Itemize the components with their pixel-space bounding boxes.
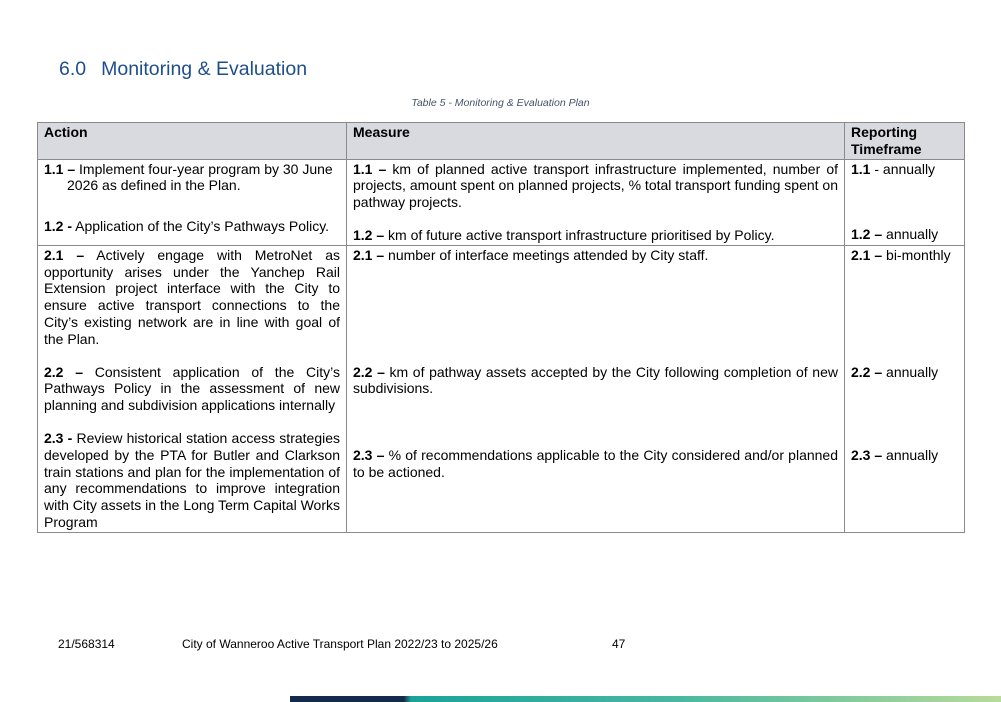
measure-cell <box>347 245 845 532</box>
action-item: 1.2 - Application of the City’s Pathways Policy. <box>44 218 330 235</box>
action-cell <box>38 159 347 245</box>
table-header-row <box>38 123 965 160</box>
measure-item: 2.2 – km of pathway assets accepted by the City following completion of new subdivisions. <box>353 363 838 397</box>
timeframe-cell <box>845 245 965 532</box>
section-heading <box>59 58 307 81</box>
footer-color-band <box>290 696 1001 702</box>
footer-doc-number: 21/568314 <box>58 637 115 651</box>
timeframe-cell <box>845 159 965 245</box>
timeframe-item: 1.1 - annually <box>851 160 936 177</box>
action-item: 2.1 – Actively engage with MetroNet as opportunity arises under the Yanchep Rail Extension project interface with the City to ensure active transport connections to the City’s existing network are in line with goal of the Plan. <box>44 246 340 347</box>
timeframe-item: 2.3 – annually <box>851 447 939 464</box>
measure-item: 2.1 – number of interface meetings attended by City staff. <box>353 246 709 263</box>
section-number: 6.0 <box>59 58 87 80</box>
footer-page-number: 47 <box>612 637 626 651</box>
measure-cell <box>347 159 845 245</box>
header-measure: Measure <box>347 123 845 160</box>
action-item: 2.2 – Consistent application of the City’s Pathways Policy in the assessment of new planning and subdivision applications internally <box>44 363 341 414</box>
timeframe-item: 1.2 – annually <box>851 226 939 243</box>
monitoring-evaluation-table <box>37 122 965 533</box>
header-timeframe: Reporting Timeframe <box>845 123 965 160</box>
action-item: 1.1 – Implement four-year program by 30 June 2026 as defined in the Plan. <box>44 160 333 194</box>
table-caption: Table 5 - Monitoring & Evaluation Plan <box>411 97 590 109</box>
footer-doc-title: City of Wanneroo Active Transport Plan 2022/23 to 2025/26 <box>182 637 498 651</box>
table-row <box>38 159 965 245</box>
header-action: Action <box>38 123 347 160</box>
measure-item: 2.3 – % of recommendations applicable to the City considered and/or planned to be actioned. <box>353 447 838 480</box>
timeframe-item: 2.2 – annually <box>851 363 939 380</box>
measure-item: 1.1 – km of planned active transport infrastructure implemented, number of projects, amount spent on planned projects, % total transport funding spent on pathway projects. <box>353 160 839 211</box>
section-title: Monitoring & Evaluation <box>101 58 308 80</box>
table-row <box>38 245 965 532</box>
timeframe-item: 2.1 – bi-monthly <box>851 246 951 263</box>
action-cell <box>38 245 347 532</box>
action-item: 2.3 - Review historical station access strategies developed by the PTA for Butler and Clarkson train stations and plan for the implementation of any recommendations to improve integration with City assets in the Long Term Capital Works Program <box>44 429 340 530</box>
measure-item: 1.2 – km of future active transport infrastructure prioritised by Policy. <box>353 226 775 243</box>
